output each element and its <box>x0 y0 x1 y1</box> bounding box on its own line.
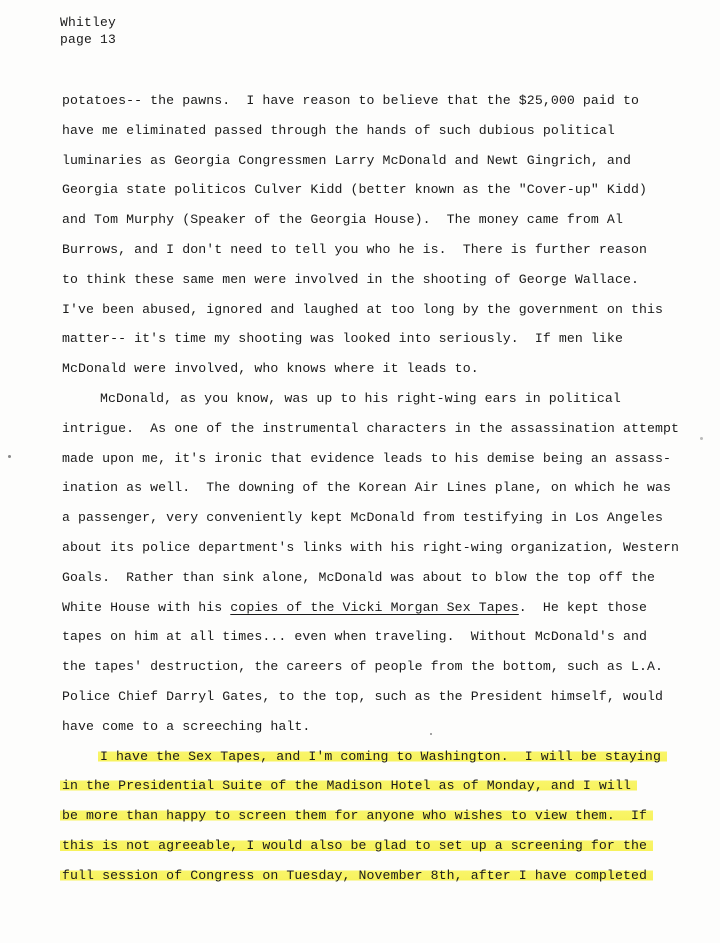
page-header <box>60 14 116 48</box>
paragraph-3-highlighted <box>62 742 702 891</box>
paper-speck <box>430 733 432 735</box>
letter-body <box>62 86 702 891</box>
highlight-mark: full session of Congress on Tuesday, November 8th, after I have completed <box>60 868 653 883</box>
underlined-phrase: copies of the Vicki Morgan Sex Tapes <box>230 599 519 615</box>
highlighted-line <box>62 771 702 801</box>
text-line: potatoes-- the pawns. I have reason to believe that the $25,000 paid to <box>62 93 639 108</box>
highlighted-line <box>62 742 702 772</box>
text-segment: . He kept those <box>518 599 648 615</box>
highlighted-line <box>62 861 702 891</box>
text-line: a passenger, very conveniently kept McDonald from testifying in Los Angeles <box>62 510 664 526</box>
text-line: intrigue. As one of the instrumental characters in the assassination attempt <box>62 420 680 436</box>
text-line: made upon me, it's ironic that evidence leads to his demise being an assass- <box>62 450 672 466</box>
paragraph-2 <box>62 384 702 742</box>
highlight-mark: in the Presidential Suite of the Madison Hotel as of Monday, and I will <box>60 778 637 793</box>
text-line: tapes on him at all times... even when traveling. Without McDonald's and <box>62 629 648 645</box>
text-line: I've been abused, ignored and laughed at too long by the government on this <box>62 301 664 317</box>
text-line: Goals. Rather than sink alone, McDonald was about to blow the top off the <box>62 569 656 585</box>
paragraph-1 <box>62 86 702 384</box>
highlighted-line <box>62 801 702 831</box>
text-line: to think these same men were involved in the shooting of George Wallace. <box>62 271 639 287</box>
highlight-mark: be more than happy to screen them for anyone who wishes to view them. If <box>60 808 653 823</box>
paper-speck <box>700 437 703 440</box>
text-line: McDonald were involved, who knows where it leads to. <box>62 361 479 377</box>
highlight-mark: I have the Sex Tapes, and I'm coming to Washington. I will be staying <box>98 749 667 764</box>
text-line: luminaries as Georgia Congressmen Larry McDonald and Newt Gingrich, and <box>62 152 631 168</box>
author-name: Whitley <box>60 15 117 30</box>
text-line: have me eliminated passed through the hands of such dubious political <box>62 122 615 138</box>
text-line: McDonald, as you know, was up to his right-wing ears in political <box>100 390 621 406</box>
text-line: about its police department's links with his right-wing organization, Western <box>62 539 680 555</box>
highlight-mark: this is not agreeable, I would also be glad to set up a screening for the <box>60 838 653 853</box>
text-line: Police Chief Darryl Gates, to the top, such as the President himself, would <box>62 688 664 704</box>
text-line: Georgia state politicos Culver Kidd (better known as the "Cover-up" Kidd) <box>62 182 648 198</box>
text-line: ination as well. The downing of the Korean Air Lines plane, on which he was <box>62 480 672 496</box>
highlighted-line <box>62 831 702 861</box>
text-line: matter-- it's time my shooting was looked into seriously. If men like <box>62 331 623 347</box>
text-line: have come to a screeching halt. <box>62 718 311 734</box>
text-line-underlined <box>62 593 702 623</box>
paper-speck <box>8 455 11 458</box>
text-line: and Tom Murphy (Speaker of the Georgia House). The money came from Al <box>62 212 623 228</box>
text-line: the tapes' destruction, the careers of people from the bottom, such as L.A. <box>62 659 664 675</box>
text-segment: White House with his <box>62 599 231 615</box>
text-line: Burrows, and I don't need to tell you who he is. There is further reason <box>62 241 648 257</box>
page-number: page 13 <box>60 32 117 47</box>
